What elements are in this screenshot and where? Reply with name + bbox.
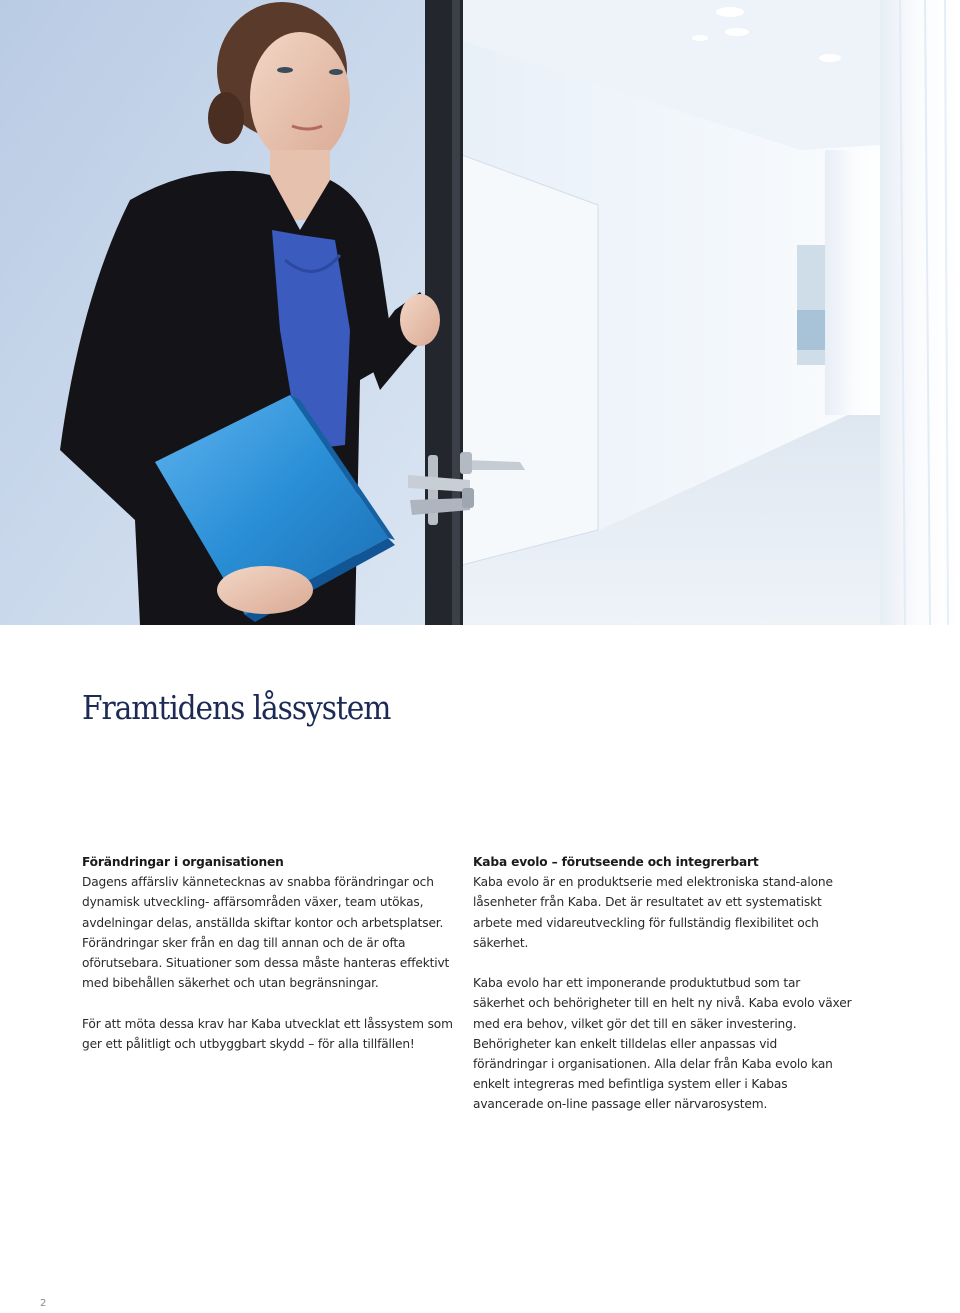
paragraph: Dagens affärsliv kännetecknas av snabba förändringar och dynamisk utveckling- affärsområden växer, team utökas, avdelningar delas, anställda skiftar kontor och arbetsplatser. Förändringar sker från en dag till annan och de är ofta oförutsebara. Situationer som dessa måste hanteras effektivt med bibehållen säkerhet och utan begränsningar. <box>82 875 450 991</box>
paragraph: Kaba evolo är en produktserie med elektroniska stand-alone låsenheter från Kaba. Det är resultatet av ett systematiskt arbete med vidareutveckling för fullständig flexibilitet och säkerhet. <box>473 875 833 950</box>
paragraph: För att möta dessa krav har Kaba utvecklat ett låssystem som ger ett pålitligt och utbyggbart skydd – för alla tillfällen! <box>82 1016 453 1051</box>
hero-photo <box>0 0 960 625</box>
paragraph: Kaba evolo har ett imponerande produktutbud som tar säkerhet och behörigheter till en helt ny nivå. Kaba evolo växer med era behov, vilket gör det till en säker investering. Behörigheter kan enkelt tilldelas eller anpassas vid förändringar i organisationen. Alla delar från Kaba evolo kan enkelt integreras med befintliga system eller i Kabas avancerade on-line passage eller närvarosystem. <box>473 976 852 1112</box>
right-column <box>473 852 855 1135</box>
section-heading-kaba-evolo: Kaba evolo – förutseende och integrerbart <box>473 855 759 869</box>
page-title: Framtidens låssystem <box>82 688 391 727</box>
section-heading-changes: Förändringar i organisationen <box>82 855 284 869</box>
left-column <box>82 852 464 1074</box>
page-number: 2 <box>40 1298 47 1309</box>
woman-opening-glass-door-photo-icon <box>0 0 960 625</box>
